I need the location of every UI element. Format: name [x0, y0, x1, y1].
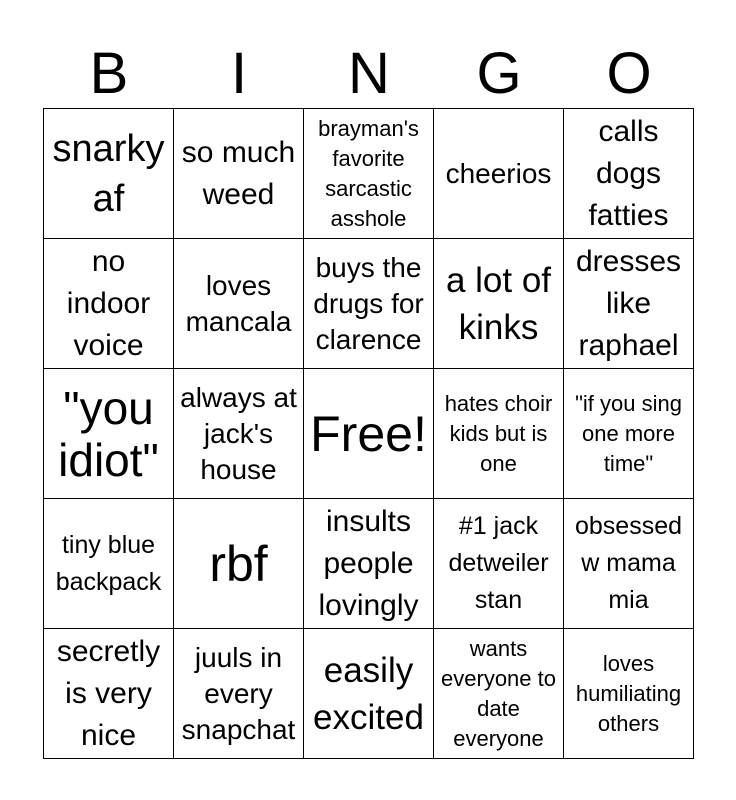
header-letter-g: G [476, 41, 522, 106]
header-letter-n: N [348, 41, 390, 106]
cell-text: no indoor voice [66, 244, 151, 362]
bingo-cell[interactable] [174, 499, 304, 629]
free-space-text: Free! [310, 405, 427, 462]
bingo-cell[interactable] [304, 109, 434, 239]
bingo-cell[interactable] [44, 499, 174, 629]
bingo-cell[interactable] [434, 629, 564, 759]
cell-text: snarky af [52, 127, 165, 220]
bingo-cell[interactable] [564, 239, 694, 369]
cell-text: "if you sing one more time" [575, 390, 682, 476]
bingo-cell[interactable] [434, 109, 564, 239]
bingo-cell[interactable] [304, 239, 434, 369]
free-space-cell[interactable] [304, 369, 434, 499]
cell-text: tiny blue backpack [55, 530, 162, 596]
bingo-cell[interactable] [174, 629, 304, 759]
cell-text: wants everyone to date everyone [441, 635, 556, 751]
bingo-grid [43, 108, 694, 759]
cell-text: loves mancala [185, 269, 292, 337]
bingo-header [44, 40, 694, 108]
cell-text: "you idiot" [58, 381, 159, 486]
cell-text: easily excited [313, 650, 424, 737]
bingo-cell[interactable] [564, 369, 694, 499]
bingo-cell[interactable] [44, 109, 174, 239]
cell-text: hates choir kids but is one [444, 390, 553, 476]
cell-text: juuls in every snapchat [181, 641, 296, 745]
cell-text: rbf [209, 535, 268, 592]
bingo-cell[interactable] [174, 109, 304, 239]
header-letter-i: I [230, 41, 248, 106]
bingo-cell[interactable] [434, 239, 564, 369]
cell-text: always at jack's house [180, 381, 297, 485]
cell-text: dresses like raphael [575, 244, 682, 362]
cell-text: calls dogs fatties [588, 114, 669, 232]
bingo-cell[interactable] [564, 109, 694, 239]
bingo-cell[interactable] [44, 629, 174, 759]
bingo-cell[interactable] [44, 239, 174, 369]
cell-text: obsessed w mama mia [574, 512, 683, 614]
bingo-cell[interactable] [434, 369, 564, 499]
cell-text: brayman's favorite sarcastic asshole [318, 115, 419, 231]
cell-text: secretly is very nice [56, 634, 161, 752]
cell-text: buys the drugs for clarence [313, 251, 424, 355]
header-letter-o: O [606, 41, 652, 106]
bingo-cell[interactable] [174, 369, 304, 499]
bingo-cell[interactable] [564, 629, 694, 759]
bingo-cell[interactable] [304, 629, 434, 759]
header-letter-b: B [89, 41, 129, 106]
bingo-cell[interactable] [174, 239, 304, 369]
cell-text: cheerios [445, 157, 552, 189]
bingo-cell[interactable] [434, 499, 564, 629]
cell-text: loves humiliating others [575, 650, 682, 736]
cell-text: insults people lovingly [318, 504, 419, 622]
cell-text: #1 jack detweiler stan [448, 512, 549, 614]
bingo-cell[interactable] [304, 499, 434, 629]
bingo-cell[interactable] [44, 369, 174, 499]
bingo-cell[interactable] [564, 499, 694, 629]
cell-text: a lot of kinks [445, 260, 552, 347]
cell-text: so much weed [181, 135, 296, 211]
